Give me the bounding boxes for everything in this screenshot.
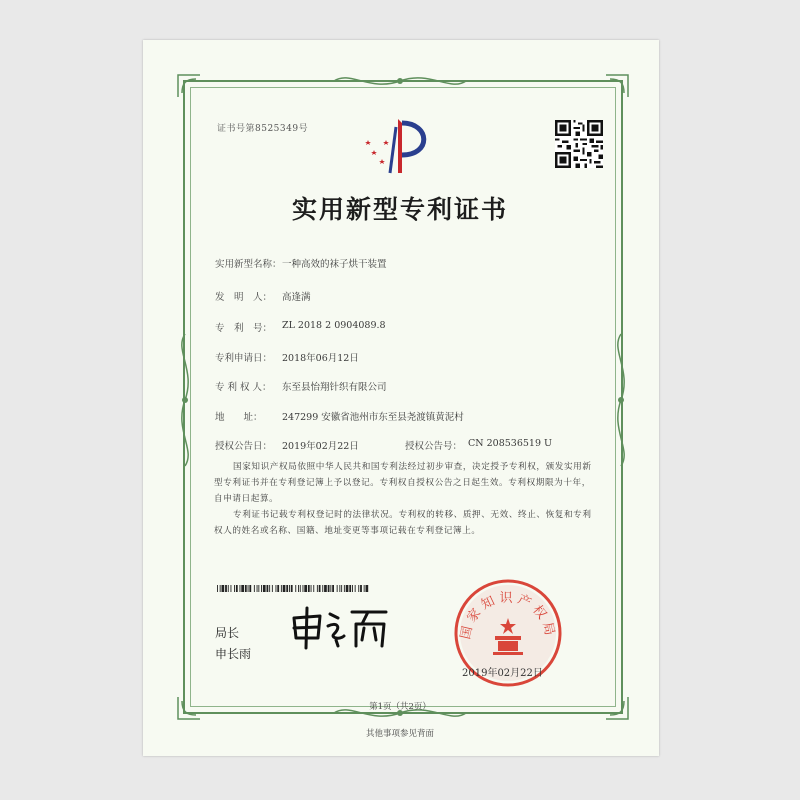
barcode-bar [360,585,362,592]
barcode-bar [295,585,296,592]
barcode-bar [298,585,299,592]
barcode-bar [257,585,258,592]
barcode-bar [263,585,266,592]
barcode-bar [220,585,221,592]
field-value-filing-date: 2018年06月12日 [282,353,359,364]
page-number: 第1页（共2页） [369,702,431,712]
barcode-bar [324,585,327,592]
barcode-bar [303,585,304,592]
barcode-bar [289,585,290,592]
barcode-bar [217,585,218,592]
paragraph-grant: 国家知识产权局依照中华人民共和国专利法经过初步审查，决定授予专利权，颁发实用新型专利证书并在专利登记簿上予以登记。专利权自授权公告之日起生效。专利权期限为十年，自申请日起算。 [214,462,592,504]
field-value-announcement-number: CN 208536519 U [468,438,553,449]
certificate-title: 实用新型专利证书 [291,195,508,224]
barcode-bar [344,585,345,592]
barcode-bar [300,585,301,592]
barcode-bar [291,585,293,592]
corner-ornament-tl-icon [176,73,202,99]
barcode-bar [248,585,249,592]
footer-note: 其他事项参见背面 [365,729,434,739]
qr-code-icon [555,120,603,168]
barcode-bar [308,585,310,592]
barcode-bar [249,585,251,592]
barcode-bar [269,585,270,592]
field-value-name: 一种高效的袜子烘干装置 [282,259,387,270]
barcode-bar [313,585,314,592]
border-ornament-right-icon [612,330,630,470]
field-value-patentee: 东至县怡翔针织有限公司 [282,382,387,393]
field-value-inventor: 高逢满 [282,292,311,303]
barcode-bar [281,585,282,592]
barcode-bar [352,585,353,592]
barcode-bar [258,585,259,592]
barcode-bar [346,585,349,592]
barcode-bar [311,585,312,592]
barcode-icon [217,585,369,592]
field-label-patent-number: 专 利 号： [215,323,273,334]
barcode-bar [228,585,229,592]
field-label-filing-date: 专利申请日： [215,353,273,364]
barcode-bar [364,585,365,592]
field-value-address: 247299 安徽省池州市东至县尧渡镇黄泥村 [282,412,464,423]
barcode-bar [283,585,286,592]
border-ornament-left-icon [176,330,194,470]
barcode-bar [317,585,318,592]
field-value-patent-number: ZL 2018 2 0904089.8 [282,320,386,331]
border-ornament-top-icon [330,72,470,90]
field-label-grant-date: 授权公告日： [215,441,273,452]
signer-title: 局长 [215,626,240,640]
barcode-bar [330,585,331,592]
field-label-announcement-number: 授权公告号： [405,441,463,452]
field-label-inventor: 发 明 人： [215,292,273,303]
barcode-bar [222,585,225,592]
barcode-bar [261,585,262,592]
barcode-bar [349,585,351,592]
barcode-bar [234,585,235,592]
barcode-bar [341,585,342,592]
corner-ornament-tr-icon [604,73,630,99]
field-label-address: 地 址： [215,412,263,423]
barcode-bar [332,585,334,592]
barcode-bar [355,585,356,592]
seal-date: 2019年02月22日 [462,668,543,679]
barcode-bar [241,585,244,592]
seal-text: 国家知识产权局 [458,591,558,641]
barcode-bar [254,585,255,592]
barcode-bar [245,585,247,592]
cnipa-patent-logo-icon [360,115,440,177]
handwritten-signature [290,604,390,650]
barcode-bar [366,585,369,592]
barcode-bar [225,585,227,592]
field-value-grant-date: 2019年02月22日 [282,441,359,452]
barcode-bar [328,585,330,592]
barcode-bar [319,585,321,592]
barcode-bar [304,585,307,592]
barcode-bar [231,585,232,592]
barcode-bar [339,585,340,592]
barcode-bar [286,585,288,592]
signer-name: 申长雨 [215,647,252,661]
field-label-name: 实用新型名称： [215,259,282,270]
barcode-bar [236,585,238,592]
barcode-bar [276,585,277,592]
barcode-bar [272,585,273,592]
barcode-bar [267,585,269,592]
barcode-bar [358,585,359,592]
barcode-bar [240,585,241,592]
barcode-bar [322,585,323,592]
field-label-patentee: 专 利 权 人： [215,382,272,393]
barcode-bar [277,585,279,592]
certificate-number: 证书号第8525349号 [217,124,309,134]
paragraph-legal-status: 专利证书记载专利权登记时的法律状况。专利权的转移、质押、无效、终止、恢复和专利权人的姓名或名称、国籍、地址变更等事项记载在专利登记簿上。 [214,510,592,536]
barcode-bar [337,585,338,592]
